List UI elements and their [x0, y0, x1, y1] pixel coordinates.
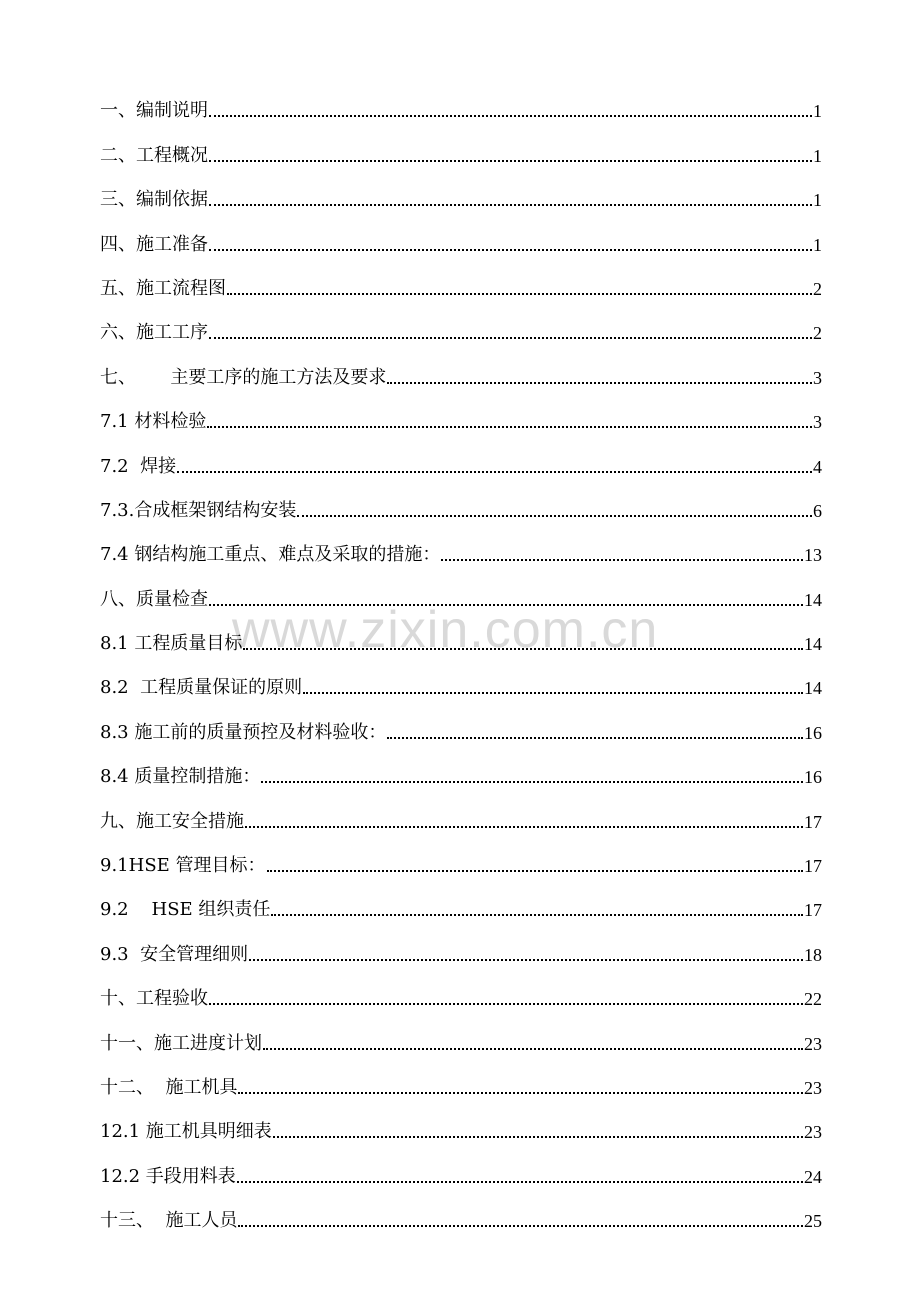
toc-entry[interactable] — [100, 522, 822, 566]
toc-dot-leader — [243, 639, 803, 651]
toc-entry-page-number: 2 — [813, 323, 822, 344]
toc-dot-leader — [249, 950, 803, 962]
toc-dot-leader — [267, 861, 803, 873]
toc-entry-title: 五、施工流程图 — [100, 277, 226, 299]
toc-dot-leader — [245, 817, 803, 829]
toc-entry-title: 十一、施工进度计划 — [100, 1032, 262, 1054]
toc-dot-leader — [238, 1083, 803, 1095]
toc-entry-page-number: 14 — [804, 589, 822, 610]
toc-entry[interactable] — [100, 966, 822, 1010]
toc-entry[interactable] — [100, 256, 822, 300]
toc-entry-title: 9.1HSE 管理目标： — [100, 855, 266, 877]
toc-entry-page-number: 23 — [804, 1122, 822, 1143]
toc-entry-title: 九、施工安全措施 — [100, 810, 244, 832]
toc-entry-title: 7.4 钢结构施工重点、难点及采取的措施： — [100, 544, 441, 566]
toc-dot-leader — [303, 683, 803, 695]
toc-entry-title: 四、施工准备 — [100, 233, 208, 255]
toc-entry-page-number: 6 — [813, 500, 822, 521]
toc-entry-page-number: 1 — [813, 145, 822, 166]
toc-entry-page-number: 22 — [804, 989, 822, 1010]
toc-entry[interactable] — [100, 566, 822, 610]
toc-dot-leader — [271, 905, 803, 917]
toc-dot-leader — [209, 994, 803, 1006]
toc-dot-leader — [238, 1216, 803, 1228]
toc-entry-title: 二、工程概况 — [100, 144, 208, 166]
toc-entry-page-number: 25 — [804, 1211, 822, 1232]
toc-dot-leader — [263, 1039, 803, 1051]
toc-dot-leader — [177, 462, 812, 474]
toc-entry-title: 9.3 安全管理细则 — [100, 943, 249, 965]
toc-entry-title: 7.2 焊接 — [100, 455, 177, 477]
toc-dot-leader — [441, 550, 803, 562]
toc-entry[interactable] — [100, 921, 822, 965]
toc-dot-leader — [209, 195, 812, 207]
toc-entry[interactable] — [100, 389, 822, 433]
toc-dot-leader — [209, 595, 803, 607]
toc-entry[interactable] — [100, 877, 822, 921]
toc-entry-page-number: 1 — [813, 234, 822, 255]
toc-entry-title: 8.2 工程质量保证的原则 — [100, 677, 303, 699]
toc-entry-page-number: 14 — [804, 634, 822, 655]
toc-entry[interactable] — [100, 478, 822, 522]
toc-entry-title: 8.1 工程质量目标 — [100, 633, 243, 655]
toc-dot-leader — [261, 772, 803, 784]
toc-dot-leader — [227, 284, 812, 296]
toc-entry[interactable] — [100, 699, 822, 743]
toc-entry-title: 12.2 手段用料表 — [100, 1165, 236, 1187]
toc-dot-leader — [387, 728, 803, 740]
toc-entry-page-number: 2 — [813, 278, 822, 299]
toc-entry-page-number: 24 — [804, 1166, 822, 1187]
toc-entry-title: 十、工程验收 — [100, 988, 208, 1010]
toc-entry-title: 9.2 HSE 组织责任 — [100, 899, 271, 921]
toc-entry[interactable] — [100, 122, 822, 166]
toc-entry[interactable] — [100, 433, 822, 477]
toc-entry-page-number: 1 — [813, 190, 822, 211]
toc-entry-title: 八、质量检查 — [100, 588, 208, 610]
toc-entry-page-number: 14 — [804, 678, 822, 699]
toc-entry[interactable] — [100, 1188, 822, 1232]
toc-entry-title: 十二、 施工机具 — [100, 1076, 238, 1098]
toc-entry[interactable] — [100, 344, 822, 388]
toc-entry[interactable] — [100, 788, 822, 832]
toc-entry-page-number: 16 — [804, 722, 822, 743]
toc-entry-page-number: 4 — [813, 456, 822, 477]
toc-entry-page-number: 13 — [804, 545, 822, 566]
toc-entry-title: 7.3.合成框架钢结构安装 — [100, 499, 297, 521]
watermark: www.zixin.com.cn — [232, 601, 659, 659]
toc-dot-leader — [209, 151, 812, 163]
toc-entry-title: 7.1 材料检验 — [100, 411, 207, 433]
toc-dot-leader — [387, 373, 812, 385]
toc-dot-leader — [273, 1127, 803, 1139]
toc-entry-page-number: 1 — [813, 101, 822, 122]
table-of-contents — [100, 78, 822, 1232]
toc-entry-page-number: 18 — [804, 944, 822, 965]
toc-entry-title: 12.1 施工机具明细表 — [100, 1121, 272, 1143]
toc-entry-page-number: 16 — [804, 767, 822, 788]
toc-entry-page-number: 17 — [804, 811, 822, 832]
toc-entry-title: 一、编制说明 — [100, 100, 208, 122]
toc-entry-page-number: 3 — [813, 412, 822, 433]
toc-dot-leader — [209, 106, 812, 118]
toc-entry[interactable] — [100, 78, 822, 122]
toc-entry-page-number: 23 — [804, 1077, 822, 1098]
toc-entry[interactable] — [100, 611, 822, 655]
toc-entry-title: 六、施工工序 — [100, 322, 208, 344]
toc-entry-page-number: 17 — [804, 856, 822, 877]
toc-entry[interactable] — [100, 1143, 822, 1187]
toc-entry-title: 十三、 施工人员 — [100, 1210, 238, 1232]
toc-entry[interactable] — [100, 1010, 822, 1054]
toc-dot-leader — [209, 240, 812, 252]
toc-entry[interactable] — [100, 300, 822, 344]
toc-entry[interactable] — [100, 744, 822, 788]
toc-dot-leader — [297, 506, 812, 518]
toc-entry[interactable] — [100, 833, 822, 877]
toc-dot-leader — [207, 417, 812, 429]
toc-dot-leader — [237, 1172, 803, 1184]
toc-entry-page-number: 3 — [813, 367, 822, 388]
toc-entry[interactable] — [100, 1055, 822, 1099]
toc-dot-leader — [209, 328, 812, 340]
toc-entry[interactable] — [100, 655, 822, 699]
toc-entry-page-number: 23 — [804, 1033, 822, 1054]
toc-entry[interactable] — [100, 167, 822, 211]
toc-entry-page-number: 17 — [804, 900, 822, 921]
toc-entry[interactable] — [100, 211, 822, 255]
toc-entry-title: 七、 主要工序的施工方法及要求 — [100, 366, 387, 388]
toc-entry-title: 三、编制依据 — [100, 189, 208, 211]
toc-entry[interactable] — [100, 1099, 822, 1143]
toc-entry-title: 8.3 施工前的质量预控及材料验收： — [100, 721, 387, 743]
toc-entry-title: 8.4 质量控制措施： — [100, 766, 261, 788]
